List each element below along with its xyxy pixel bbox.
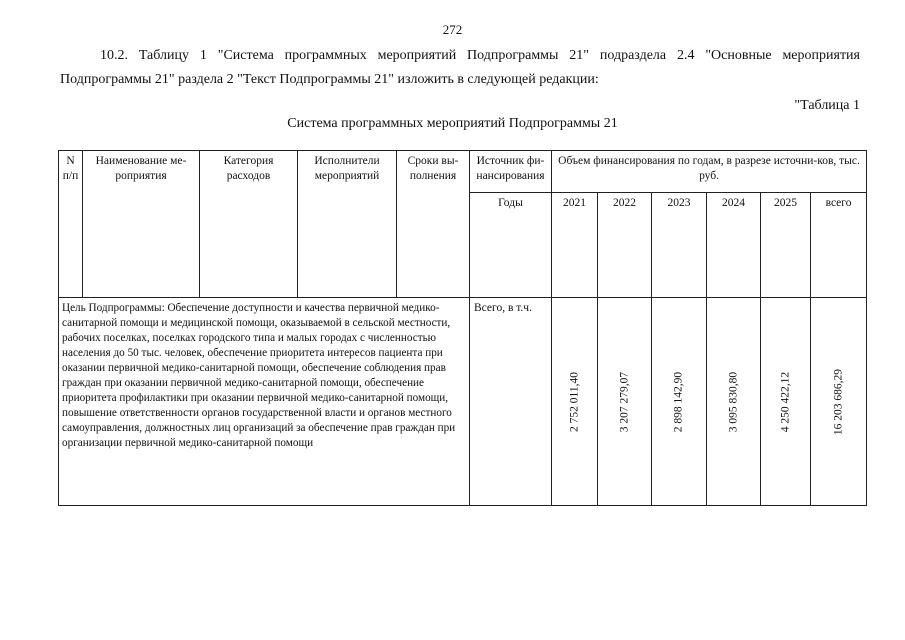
header-source: Источник фи-нансирования [470, 151, 552, 193]
value-total: 16 203 686,29 [832, 368, 845, 435]
header-years-label: Годы [470, 193, 552, 298]
goal-text: Цель Подпрограммы: Обеспечение доступности и качества первичной медико-санитарной помощи и медицинской помощи, оказываемой в сельской местности, рабочих поселках, поселках городского типа и малых городах с численностью населения до 50 тыс. человек, обеспечение приоритета интересов пациента при оказании первичной медико-санитарной помощи, обеспечение соблюдения прав граждан при оказании первичной медико-санитарной помощи, обеспечение приоритета профилактики при оказании первичной медико-санитарной помощи, повышение ответственности органов государственной власти и органов местного самоуправления, должностных лиц организаций за обеспечение прав граждан при организации первичной медико-санитарной помощи [59, 298, 470, 506]
intro-paragraph [60, 44, 860, 92]
program-measures-table [58, 150, 867, 506]
value-cell-2021 [552, 298, 598, 506]
header-funding: Объем финансирования по годам, в разрезе источни-ков, тыс. руб. [552, 151, 867, 193]
table-title: Система программных мероприятий Подпрограммы 21 [287, 116, 618, 131]
header-terms: Сроки вы-полнения [397, 151, 470, 298]
page-number: 272 [442, 22, 463, 37]
header-year-2025: 2025 [761, 193, 811, 298]
header-year-2023: 2023 [652, 193, 707, 298]
header-name: Наименование ме-роприятия [83, 151, 200, 298]
header-year-2021: 2021 [552, 193, 598, 298]
value-cell-2024 [707, 298, 761, 506]
header-category: Категория расходов [200, 151, 298, 298]
intro-line-1: 10.2. Таблицу 1 "Система программных мероприятий Подпрограммы 21" подраздела 2.4 "Основные мероприятия [100, 48, 860, 63]
value-2024: 3 095 830,80 [727, 371, 739, 432]
header-executors: Исполнители мероприятий [298, 151, 397, 298]
header-year-2024: 2024 [707, 193, 761, 298]
value-2022: 3 207 279,07 [618, 371, 630, 432]
value-2025: 4 250 422,12 [779, 371, 791, 432]
value-cell-2025 [761, 298, 811, 506]
header-year-total: всего [811, 193, 867, 298]
header-num: N п/п [59, 151, 83, 298]
value-cell-2023 [652, 298, 707, 506]
header-year-2022: 2022 [598, 193, 652, 298]
goal-source: Всего, в т.ч. [470, 298, 552, 506]
intro-line-2: Подпрограммы 21" раздела 2 "Текст Подпрограммы 21" изложить в следующей редакции: [60, 72, 599, 87]
value-cell-2022 [598, 298, 652, 506]
value-cell-total [811, 298, 867, 506]
value-2021: 2 752 011,40 [568, 371, 580, 432]
table-number: "Таблица 1 [794, 98, 860, 113]
value-2023: 2 898 142,90 [672, 371, 685, 432]
